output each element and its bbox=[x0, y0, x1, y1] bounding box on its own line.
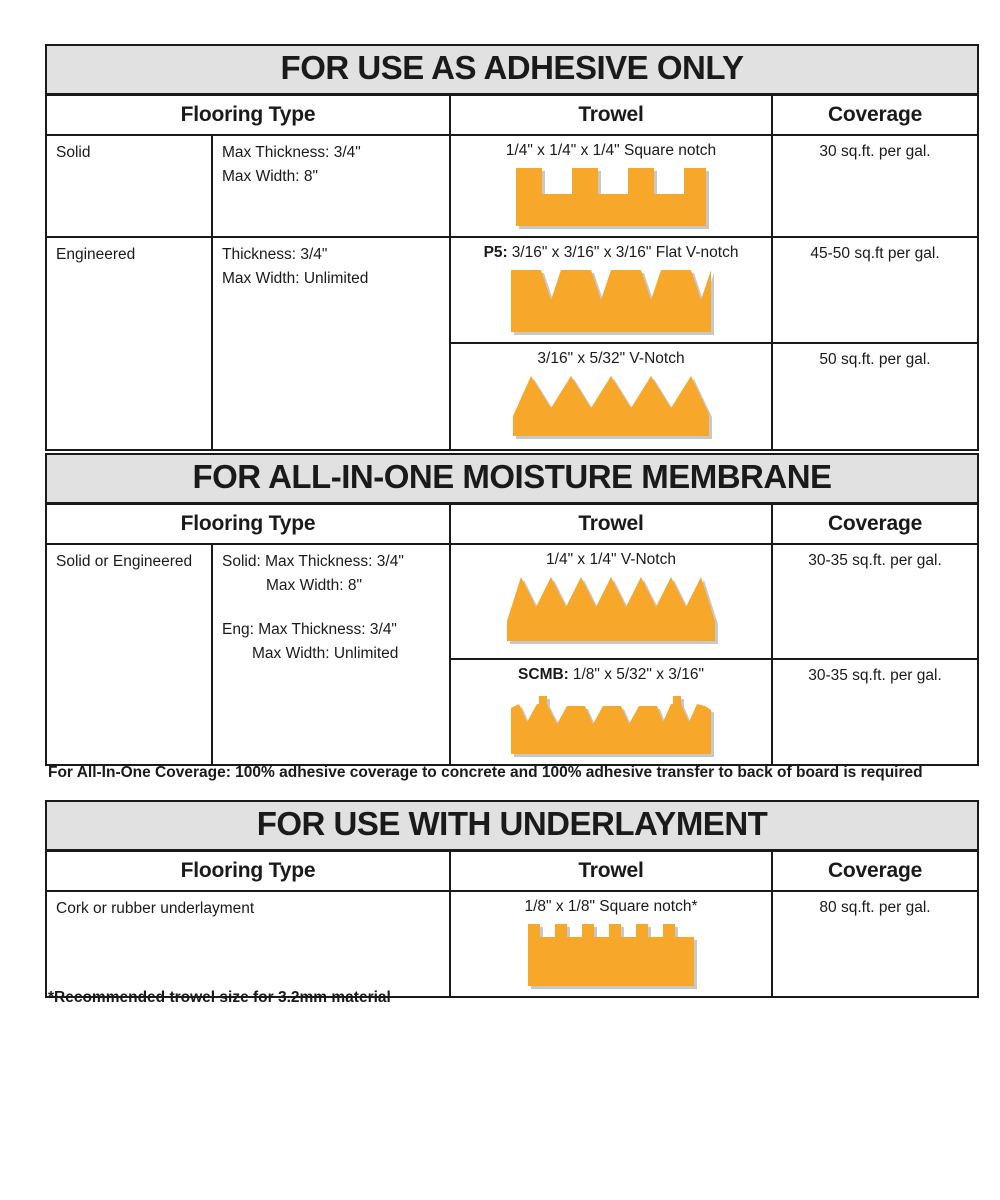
wide-v-notch-trowel-icon bbox=[507, 577, 715, 641]
trowel-label bbox=[460, 243, 762, 263]
column-header-coverage: Coverage bbox=[772, 95, 978, 135]
membrane-coverage-note: For All-In-One Coverage: 100% adhesive coverage to concrete and 100% adhesive transfer to back of board is required bbox=[48, 764, 923, 781]
detail-line: Eng: Max Thickness: 3/4" bbox=[222, 620, 397, 638]
column-header-row bbox=[46, 95, 978, 135]
coverage-cell: 50 sq.ft. per gal. bbox=[772, 343, 978, 450]
table-title: FOR ALL-IN-ONE MOISTURE MEMBRANE bbox=[46, 454, 978, 504]
flooring-detail-cell bbox=[212, 135, 450, 237]
v-notch-trowel-icon bbox=[513, 376, 709, 436]
trowel-cell bbox=[450, 343, 772, 450]
table-row-solid-or-engineered bbox=[46, 544, 978, 659]
column-header-trowel: Trowel bbox=[450, 95, 772, 135]
trowel-label-text: 1/8" x 5/32" x 3/16" bbox=[572, 665, 704, 683]
underlayment-table bbox=[45, 800, 979, 998]
trowel-cell bbox=[450, 659, 772, 765]
detail-line: Max Width: Unlimited bbox=[222, 269, 369, 287]
coverage-cell: 30 sq.ft. per gal. bbox=[772, 135, 978, 237]
detail-gap bbox=[222, 598, 440, 618]
column-header-trowel: Trowel bbox=[450, 851, 772, 891]
trowel-cell bbox=[450, 237, 772, 343]
flooring-detail-cell bbox=[212, 237, 450, 450]
trowel-cell bbox=[450, 544, 772, 659]
coverage-cell: 30-35 sq.ft. per gal. bbox=[772, 544, 978, 659]
table-title-row bbox=[46, 45, 978, 95]
trowel-label bbox=[460, 665, 762, 685]
table-title: FOR USE AS ADHESIVE ONLY bbox=[46, 45, 978, 95]
trowel-label: 1/8" x 1/8" Square notch* bbox=[524, 897, 698, 915]
column-header-row bbox=[46, 851, 978, 891]
square-notch-trowel-icon bbox=[516, 168, 706, 226]
column-header-flooring-type: Flooring Type bbox=[46, 95, 450, 135]
detail-line: Max Width: 8" bbox=[222, 167, 318, 185]
scmb-notch-trowel-icon bbox=[511, 692, 711, 754]
detail-line: Thickness: 3/4" bbox=[222, 245, 328, 263]
moisture-membrane-table bbox=[45, 453, 979, 766]
table-row-solid bbox=[46, 135, 978, 237]
column-header-coverage: Coverage bbox=[772, 851, 978, 891]
detail-line: Max Width: Unlimited bbox=[252, 644, 399, 662]
table-row-cork bbox=[46, 891, 978, 997]
flooring-type-cell: Solid or Engineered bbox=[46, 544, 212, 765]
trowel-label: 1/4" x 1/4" V-Notch bbox=[546, 550, 676, 568]
column-header-flooring-type: Flooring Type bbox=[46, 504, 450, 544]
column-header-trowel: Trowel bbox=[450, 504, 772, 544]
flooring-type-cell: Solid bbox=[46, 135, 212, 237]
detail-line: Max Width: 8" bbox=[266, 576, 362, 594]
table-row-engineered bbox=[46, 237, 978, 343]
coverage-cell: 30-35 sq.ft. per gal. bbox=[772, 659, 978, 765]
small-square-notch-trowel-icon bbox=[528, 924, 694, 986]
column-header-coverage: Coverage bbox=[772, 504, 978, 544]
column-header-row bbox=[46, 504, 978, 544]
table-title: FOR USE WITH UNDERLAYMENT bbox=[46, 801, 978, 851]
coverage-cell: 45-50 sq.ft per gal. bbox=[772, 237, 978, 343]
trowel-label: 1/4" x 1/4" x 1/4" Square notch bbox=[505, 141, 717, 159]
trowel-label-prefix: P5: bbox=[483, 243, 508, 261]
table-title-row bbox=[46, 454, 978, 504]
trowel-size-note: *Recommended trowel size for 3.2mm material bbox=[48, 989, 391, 1006]
trowel-label: 3/16" x 5/32" V-Notch bbox=[537, 349, 685, 367]
adhesive-only-table bbox=[45, 44, 979, 451]
table-title-row bbox=[46, 801, 978, 851]
trowel-label-text: 3/16" x 3/16" x 3/16" Flat V-notch bbox=[511, 243, 739, 261]
trowel-cell bbox=[450, 891, 772, 997]
flooring-type-cell: Cork or rubber underlayment bbox=[46, 891, 450, 997]
trowel-label-prefix: SCMB: bbox=[518, 665, 569, 683]
detail-line: Max Thickness: 3/4" bbox=[222, 143, 361, 161]
coverage-cell: 80 sq.ft. per gal. bbox=[772, 891, 978, 997]
trowel-cell bbox=[450, 135, 772, 237]
column-header-flooring-type: Flooring Type bbox=[46, 851, 450, 891]
flat-v-notch-trowel-icon bbox=[511, 270, 711, 332]
flooring-detail-cell bbox=[212, 544, 450, 765]
detail-line: Solid: Max Thickness: 3/4" bbox=[222, 552, 404, 570]
flooring-type-cell: Engineered bbox=[46, 237, 212, 450]
